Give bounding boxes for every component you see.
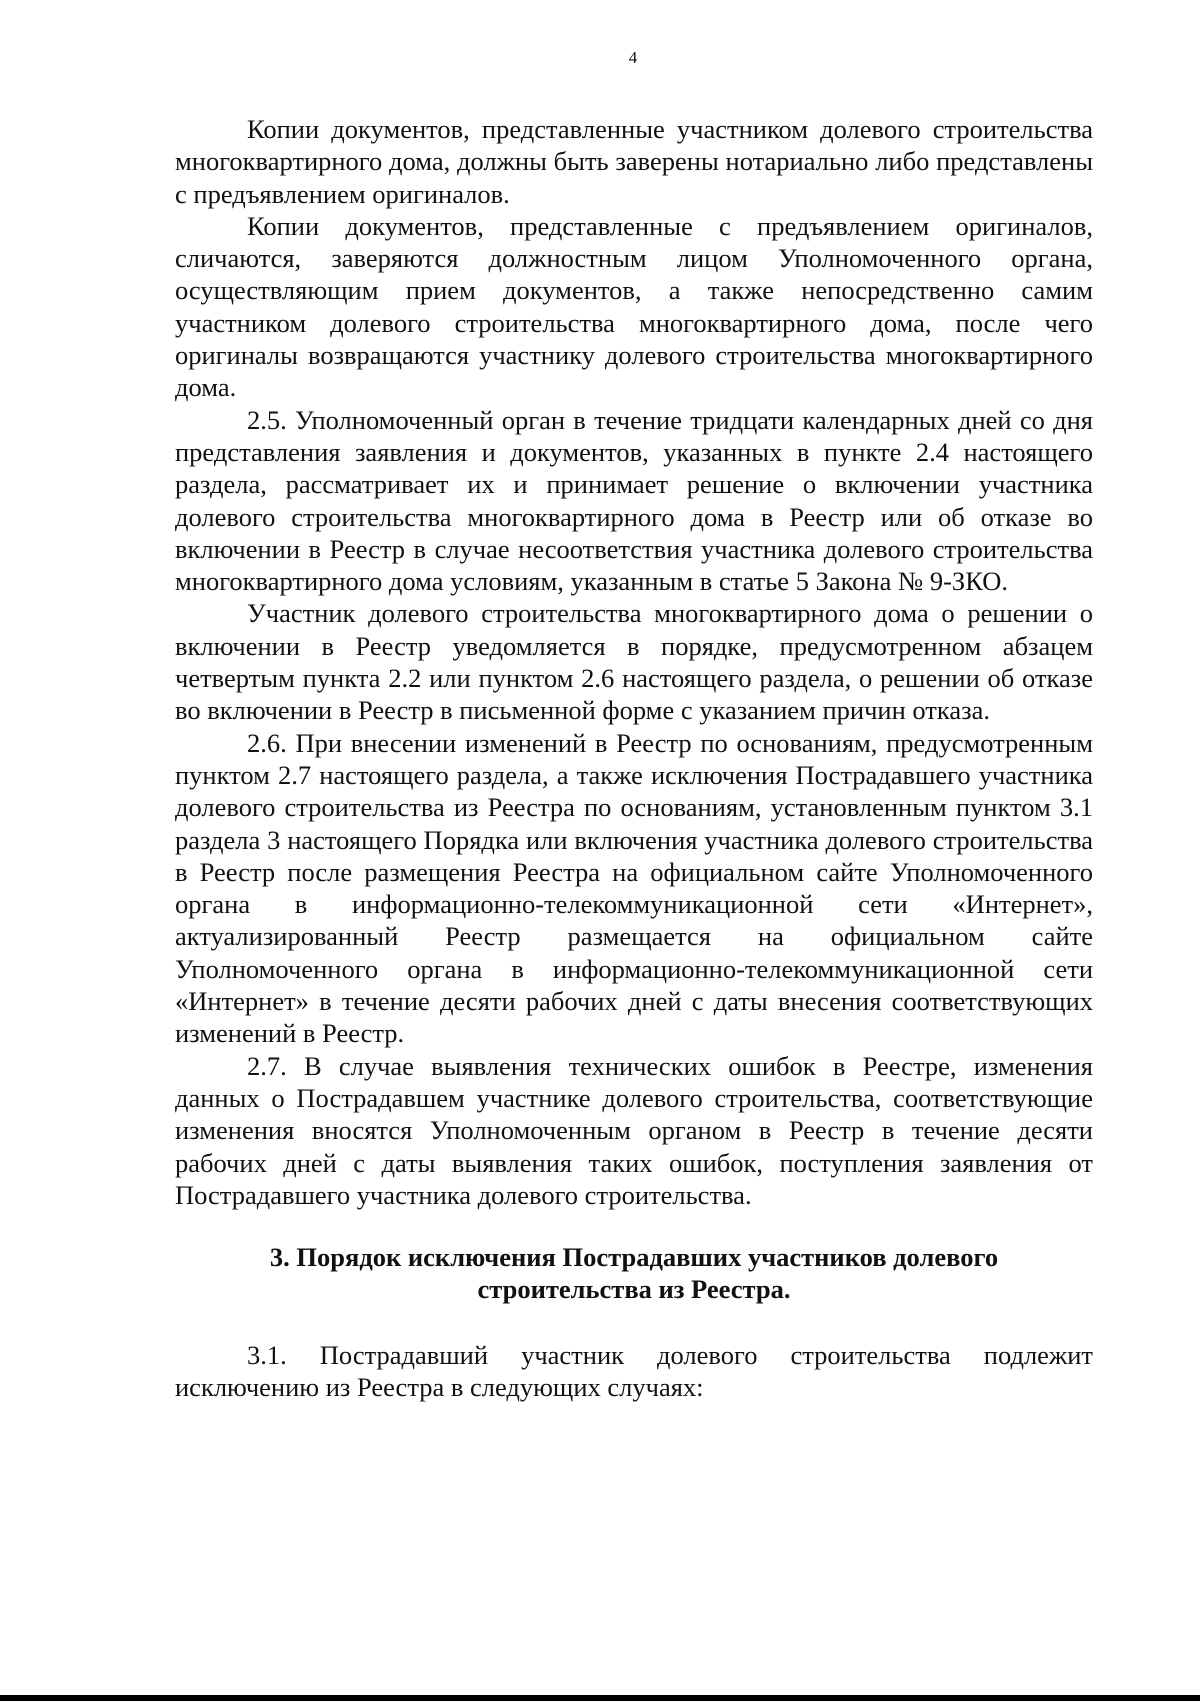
scan-bottom-edge xyxy=(0,1695,1200,1701)
paragraph-copies-verification: Копии документов, представленные с предъявлением оригиналов, сличаются, заверяются должностным лицом Уполномоченного органа, осуществляющим прием документов, а также непосредственно самим участником долевого строительства многоквартирного дома, после чего оригиналы возвращаются участнику долевого строительства многоквартирного дома. xyxy=(175,210,1093,403)
paragraph-clause-2-6: 2.6. При внесении изменений в Реестр по основаниям, предусмотренным пунктом 2.7 настоящего раздела, а также исключения Пострадавшего участника долевого строительства из Реестра по основаниям, установленным пунктом 3.1 раздела 3 настоящего Порядка или включения участника долевого строительства в Реестр после размещения Реестра на официальном сайте Уполномоченного органа в информационно-телекоммуникационной сети «Интернет», актуализированный Реестр размещается на официальном сайте Уполномоченного органа в информационно-телекоммуникационной сети «Интернет» в течение десяти рабочих дней с даты внесения соответствующих изменений в Реестр. xyxy=(175,727,1093,1049)
paragraph-copies-certification: Копии документов, представленные участником долевого строительства многоквартирного дома, должны быть заверены нотариально либо представлены с предъявлением оригиналов. xyxy=(175,114,1093,209)
paragraph-notification: Участник долевого строительства многоквартирного дома о решении о включении в Реестр уведомляется в порядке, предусмотренном абзацем четвертым пункта 2.2 или пунктом 2.6 настоящего раздела, о решении об отказе во включении в Реестр в письменной форме с указанием причин отказа. xyxy=(175,598,1093,726)
paragraph-clause-3-1: 3.1. Пострадавший участник долевого строительства подлежит исключению из Реестра в следующих случаях: xyxy=(175,1339,1093,1402)
paragraph-clause-2-5: 2.5. Уполномоченный орган в течение тридцати календарных дней со дня представления заявления и документов, указанных в пункте 2.4 настоящего раздела, рассматривает их и принимает решение о включении участника долевого строительства многоквартирного дома в Реестр или об отказе во включении в Реестр в случае несоответствия участника долевого строительства многоквартирного дома условиям, указанным в статье 5 Закона № 9-ЗКО. xyxy=(175,404,1093,597)
section-heading-line-1: 3. Порядок исключения Пострадавших участников долевого xyxy=(269,1242,999,1273)
section-heading-line-2: строительства из Реестра. xyxy=(477,1274,791,1305)
document-body xyxy=(175,113,1093,1403)
section-heading xyxy=(175,1241,1093,1306)
page-number: 4 xyxy=(628,48,638,67)
paragraph-clause-2-7: 2.7. В случае выявления технических ошибок в Реестре, изменения данных о Пострадавшем участнике долевого строительства, соответствующие изменения вносятся Уполномоченным органом в Реестр в течение десяти рабочих дней с даты выявления таких ошибок, поступления заявления от Пострадавшего участника долевого строительства. xyxy=(175,1050,1093,1210)
